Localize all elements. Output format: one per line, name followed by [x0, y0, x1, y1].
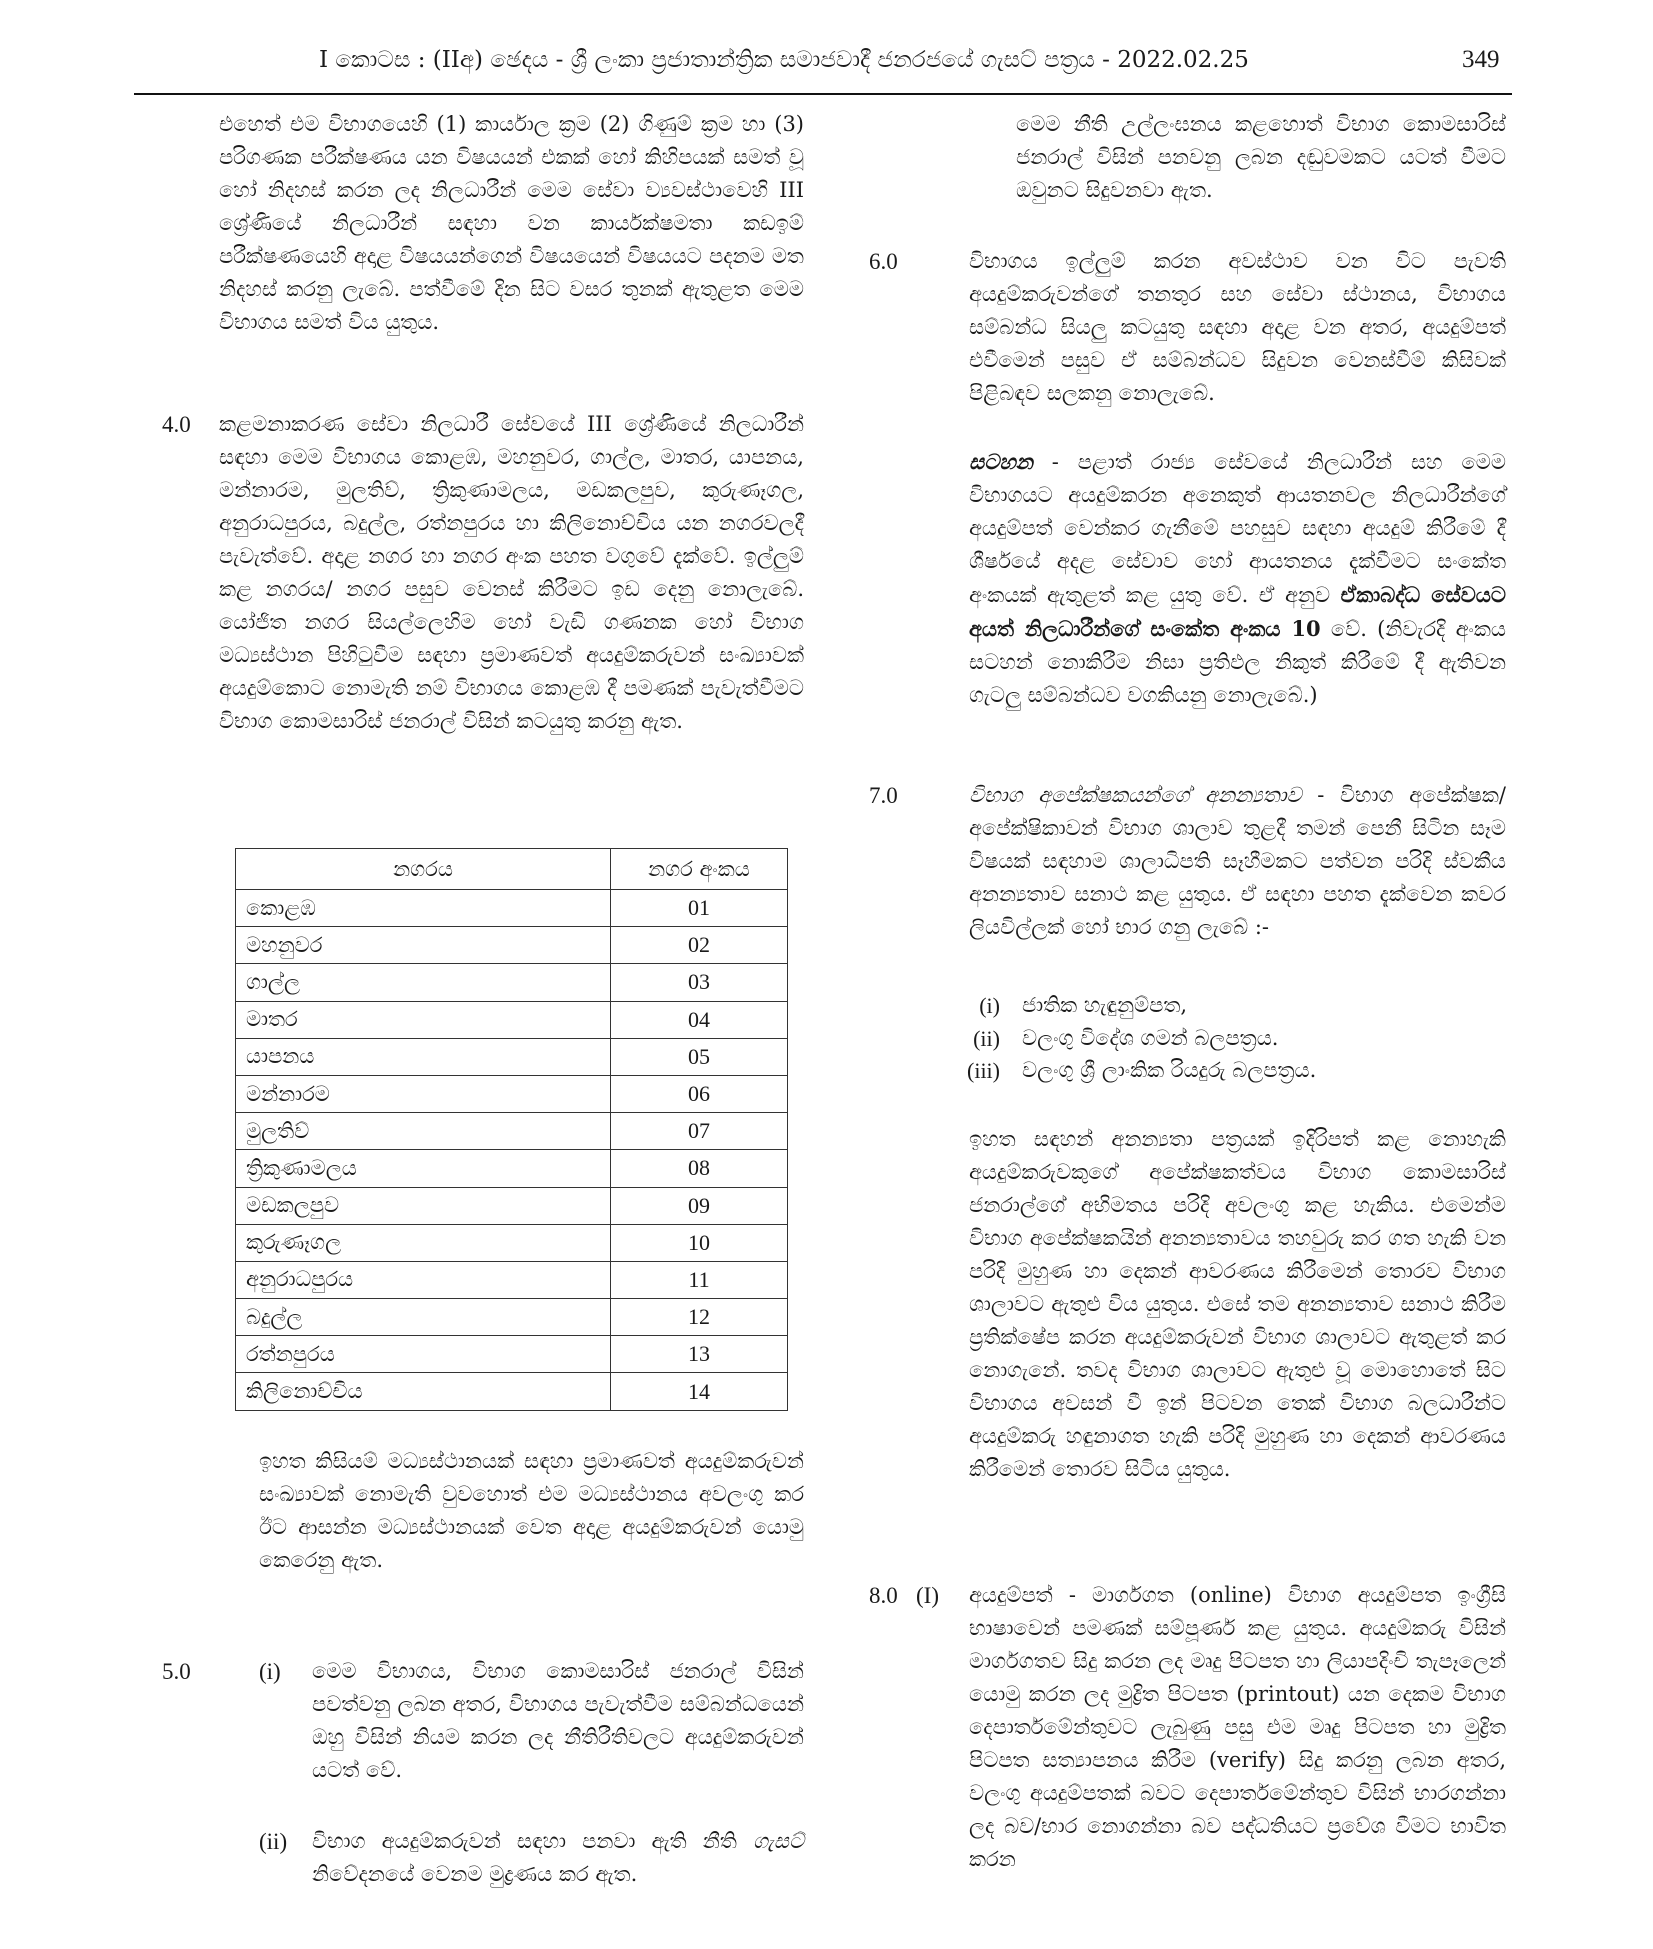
after-table-paragraph: ඉහත කිසියම් මධ්‍යස්ථානයක් සඳහා ප්‍රමාණවත් අයදුම්කරුවන් සංඛ්‍යාවක් නොමැති වුවහොත් එම මධ්‍යස්ථානය අවලංගු කර ඊට ආසන්න මධ්‍යස්ථානයක් වෙත අදාළ අයදුම්කරුවන් යොමු කෙරෙනු ඇත. — [259, 1449, 804, 1572]
header-city-code: නගර අංකය — [611, 849, 788, 890]
code-cell: 08 — [611, 1150, 788, 1187]
text-run: - මාර්ගගත (online) විභාග අයදුම්පත ඉංග්‍රීසි භාෂාවෙන් පමණක් සම්පූර්ණ කළ යුතුය. අයදුම්කරු විසින් මාර්ගගතව සිදු කරන ලද මෘදු පිටපත හා ලියාපදිංචි තැපෑලෙන් යොමු කරන ලද මුද්‍රිත පිටපත (printout) යන දෙකම විභාග දෙපාර්තමේන්තුවට ලැබුණු පසු එම මෘදු පිටපත හා මුද්‍රිත පිටපත සත්‍යාපනය කිරීම (verify) සිදු කරනු ලබන අතර, වලංගු අයදුම්පතක් බවට දෙපාර්තමේන්තුව විසින් භාරගන්නා ලද බව/භාර නොගන්නා බව පද්ධතියට ප්‍රවේශ වීමට භාවිත කරන — [969, 1583, 1506, 1871]
note-paragraph — [969, 445, 1506, 712]
table-row — [236, 1075, 788, 1112]
header-rule — [134, 93, 1512, 95]
city-cell: කුරුණෑගල — [236, 1224, 611, 1261]
code-cell: 02 — [611, 927, 788, 964]
section-number-8: 8.0 — [869, 1583, 898, 1608]
city-code-table — [235, 848, 788, 1411]
code-cell: 10 — [611, 1224, 788, 1261]
section-7-heading: විභාග අපේක්ෂකයන්ගේ අනන්‍යතාව — [969, 783, 1302, 807]
code-cell: 01 — [611, 890, 788, 927]
table-row — [236, 1373, 788, 1410]
table-row — [236, 1001, 788, 1038]
section-number-4: 4.0 — [162, 412, 191, 437]
section-8-heading: අයදුම්පත් — [969, 1583, 1053, 1607]
section-8-text — [969, 1579, 1506, 1876]
item-label-ii: (ii) — [259, 1829, 288, 1854]
list-item: වලංගු ශ්‍රී ලාංකික රියදුරු බලපත්‍රය. — [1022, 1058, 1317, 1082]
code-cell: 03 — [611, 964, 788, 1001]
table-header-row — [236, 849, 788, 890]
list-item-label: (iii) — [967, 1058, 1000, 1083]
subsection-label-I: (I) — [916, 1583, 939, 1608]
city-cell: රත්නපුරය — [236, 1336, 611, 1373]
table-row — [236, 1113, 788, 1150]
section-7-text — [969, 779, 1506, 944]
table-row — [236, 964, 788, 1001]
city-cell: මාතර — [236, 1001, 611, 1038]
city-cell: ත්‍රිකුණාමලය — [236, 1150, 611, 1187]
text-run: නිවේදනයේ වෙනම මුද්‍රණය කර ඇත. — [312, 1862, 638, 1886]
city-cell: අනුරාධපුරය — [236, 1261, 611, 1298]
table-row — [236, 1150, 788, 1187]
intro-paragraph: එහෙත් එම විභාගයෙහි (1) කාර්යාල ක්‍රම (2) ගිණුම් ක්‍රම හා (3) පරිගණක පරීක්ෂණය යන විෂයයන් එකක් හෝ කිහිපයක් සමත් වූ හෝ නිදහස් කරන ලද නිලධාරීන් මෙම සේවා ව්‍යවස්ථාවෙහි III ශ්‍රේණියේ නිලධාරීන් සඳහා වන කාර්යක්ෂමතා කඩඉම් පරීක්ෂණයෙහි අදාළ විෂයයන්ගෙන් විෂයයෙන් විෂයයට පදනම මත නිදහස් කරනු ලැබේ. පත්වීමේ දින සිට වසර තුනක් ඇතුළත මෙම විභාගය සමත් විය යුතුය. — [219, 112, 804, 334]
table-row — [236, 1038, 788, 1075]
city-cell: කොළඹ — [236, 890, 611, 927]
city-cell: යාපනය — [236, 1038, 611, 1075]
table-row — [236, 1299, 788, 1336]
list-item: වලංගු විදේශ ගමන් බලපත්‍රය. — [1022, 1026, 1279, 1050]
table-row — [236, 1224, 788, 1261]
text-run: වේ. (නිවැරදි අංකය සටහන් නොකිරීම නිසා ප්‍රතිඵල නිකුත් කිරීමේ දී ඇතිවන ගැටලු සම්බන්ධව වගකියනු නොලැබේ.) — [969, 617, 1506, 707]
section-number-6: 6.0 — [869, 249, 898, 274]
city-cell: ගාල්ල — [236, 964, 611, 1001]
table-row — [236, 1336, 788, 1373]
list-item-label: (ii) — [973, 1026, 1000, 1051]
text-run: - පළාත් රාජ්‍ය සේවයේ නිලධාරීන් සහ මෙම විභාගයට අයදුම්කරන අනෙකුත් ආයතනවල නිලධාරීන්ගේ අයදුම්පත් වෙන්කර ගැනීමේ පහසුව සඳහා අයදුම් කිරීමේ දී ශීර්ෂයේ අදළ සේවාව හෝ ආයතනය දැක්වීමට සංකේත අංකයක් ඇතුළත් කළ යුතු වේ. ඒ අනුව — [969, 450, 1506, 607]
code-cell: 12 — [611, 1299, 788, 1336]
code-cell: 11 — [611, 1261, 788, 1298]
page-number: 349 — [1462, 46, 1500, 73]
bold-code-statement: ඒකාබද්ධ සේවයට අයත් නිලධාරීන්ගේ සංකේත අංකය 10 — [969, 582, 1506, 641]
city-cell: මන්නාරම — [236, 1075, 611, 1112]
city-cell: මඩකලපුව — [236, 1187, 611, 1224]
section-5-item-i-text: මෙම විභාගය, විභාග කොමසාරිස් ජනරාල් විසින් පවත්වනු ලබන අතර, විභාගය පැවැත්වීම සම්බන්ධයෙන් ඔහු විසින් නියම කරන ලද නීතිරීතිවලට අයදුම්කරුවන් යටත් වේ. — [312, 1659, 804, 1782]
section-number-5: 5.0 — [162, 1659, 191, 1684]
code-cell: 13 — [611, 1336, 788, 1373]
text-run: - විභාග අපේක්ෂක/අපේක්ෂිකාවන් විභාග ශාලාව තුළදී තමන් පෙනී සිටින සෑම විෂයක් සඳහාම ශාලාධිපති සෑහීමකට පත්වන පරිදි ස්වකීය අනන්‍යතාව සනාථ කළ යුතුය. ඒ සඳහා පහත දැක්වෙන කවර ලියවිල්ලක් හෝ භාර ගනු ලැබේ :- — [969, 783, 1506, 939]
code-cell: 09 — [611, 1187, 788, 1224]
table-row — [236, 1261, 788, 1298]
continuation-paragraph: මෙම නීති උල්ලංඝනය කළහොත් විභාග කොමසාරිස් ජනරාල් විසින් පනවනු ලබන දඬුවමකට යටත් වීමට ඔවුනට සිදුවනවා ඇත. — [1016, 112, 1506, 202]
city-cell: මුලතිව් — [236, 1113, 611, 1150]
note-label: සටහන — [969, 449, 1033, 474]
section-number-7: 7.0 — [869, 783, 898, 808]
table-row — [236, 890, 788, 927]
city-cell: මහනුවර — [236, 927, 611, 964]
city-cell: කිලිනොච්චිය — [236, 1373, 611, 1410]
table-row — [236, 1187, 788, 1224]
code-cell: 04 — [611, 1001, 788, 1038]
section-4-text: කළමනාකරණ සේවා නිලධාරී සේවයේ III ශ්‍රේණියේ නිලධාරීන් සඳහා මෙම විභාගය කොළඹ, මහනුවර, ගාල්ල, මාතර, යාපනය, මන්නාරම, මුලතිව්, ත්‍රිකුණාමලය, මඩකලපුව, කුරුණෑගල, අනුරාධපුරය, බදුල්ල, රත්නපුරය හා කිලිනොච්චිය යන නගරවලදී පැවැත්වේ. අදාළ නගර හා නගර අංක පහත වගුවේ දැක්වේ. ඉල්ලුම් කළ නගරය/ නගර පසුව වෙනස් කිරීමට ඉඩ දෙනු නොලැබේ. යෝජිත නගර සියල්ලෙහිම හෝ වැඩි ගණනක හෝ විභාග මධ්‍යස්ථාන පිහිටුවීම සඳහා ප්‍රමාණවත් අයදුම්කරුවන් සංඛ්‍යාවක් අයදුම්කොට නොමැති නම් විභාගය කොළඹ දී පමණක් පැවැත්වීමට විභාග කොමසාරිස් ජනරාල් විසින් කටයුතු කරනු ඇත. — [219, 412, 804, 733]
code-cell: 14 — [611, 1373, 788, 1410]
text-run: විභාග අයදුම්කරුවන් සඳහා පනවා ඇති නීති — [312, 1829, 753, 1853]
list-item: ජාතික හැඳුනුම්පත, — [1022, 993, 1188, 1017]
code-cell: 07 — [611, 1113, 788, 1150]
list-item-label: (i) — [979, 993, 1000, 1018]
table-row — [236, 927, 788, 964]
italic-gazette-word: ගැසට් — [752, 1829, 804, 1853]
section-7-paragraph: ඉහත සඳහන් අනන්‍යතා පත්‍රයක් ඉදිරිපත් කළ නොහැකි අයදුම්කරුවකුගේ අපේක්ෂකත්වය විභාග කොමසාරිස් ජනරාල්ගේ අභිමතය පරිදි අවලංගු කළ හැකිය. එමෙන්ම විභාග අපේක්ෂකයින් අනන්‍යතාවය තහවුරු කර ගත හැකි වන පරිදි මුහුණ හා දෙකන් ආවරණය කිරීමෙන් තොරව විභාග ශාලාවට ඇතුළු විය යුතුය. එසේ තම අනන්‍යතාව සනාථ කිරීම ප්‍රතික්ෂේප කරන අයදුම්කරුවන් විභාග ශාලාවට ඇතුළත් කර නොගැනේ. තවද විභාග ශාලාවට ඇතුළු වූ මොහොතේ සිට විභාගය අවසන් වී ඉන් පිටවන තෙක් විභාග බලධාරීන්ට අයදුම්කරු හඳුනාගත හැකි පරිදි මුහුණ හා දෙකන් ආවරණය කිරීමෙන් තොරව සිටිය යුතුය. — [969, 1127, 1506, 1481]
header-city: නගරය — [236, 849, 611, 890]
item-label-i: (i) — [259, 1659, 281, 1684]
section-6-text: විභාගය ඉල්ලුම් කරන අවස්ථාව වන විට පැවති අයදුම්කරුවන්ගේ තනතුර සහ සේවා ස්ථානය, විභාගය සම්බන්ධ සියලු කටයුතු සඳහා අදාළ වන අතර, අයදුම්පත් එවීමෙන් පසුව ඒ සම්බන්ධව සිදුවන වෙනස්වීම් කිසිවක් පිළිබඳව සලකනු නොලැබේ. — [969, 249, 1506, 405]
city-cell: බදුල්ල — [236, 1299, 611, 1336]
code-cell: 06 — [611, 1075, 788, 1112]
code-cell: 05 — [611, 1038, 788, 1075]
section-5-item-ii-text — [312, 1825, 804, 1891]
running-header-title: I කොටස : (IIඅ) ඡෙදය - ශ්‍රී ලංකා ප්‍රජාතාන්ත්‍රික සමාජවාදී ජනරජයේ ගැසට් පත්‍රය - 2022.02.25 — [319, 47, 1249, 73]
